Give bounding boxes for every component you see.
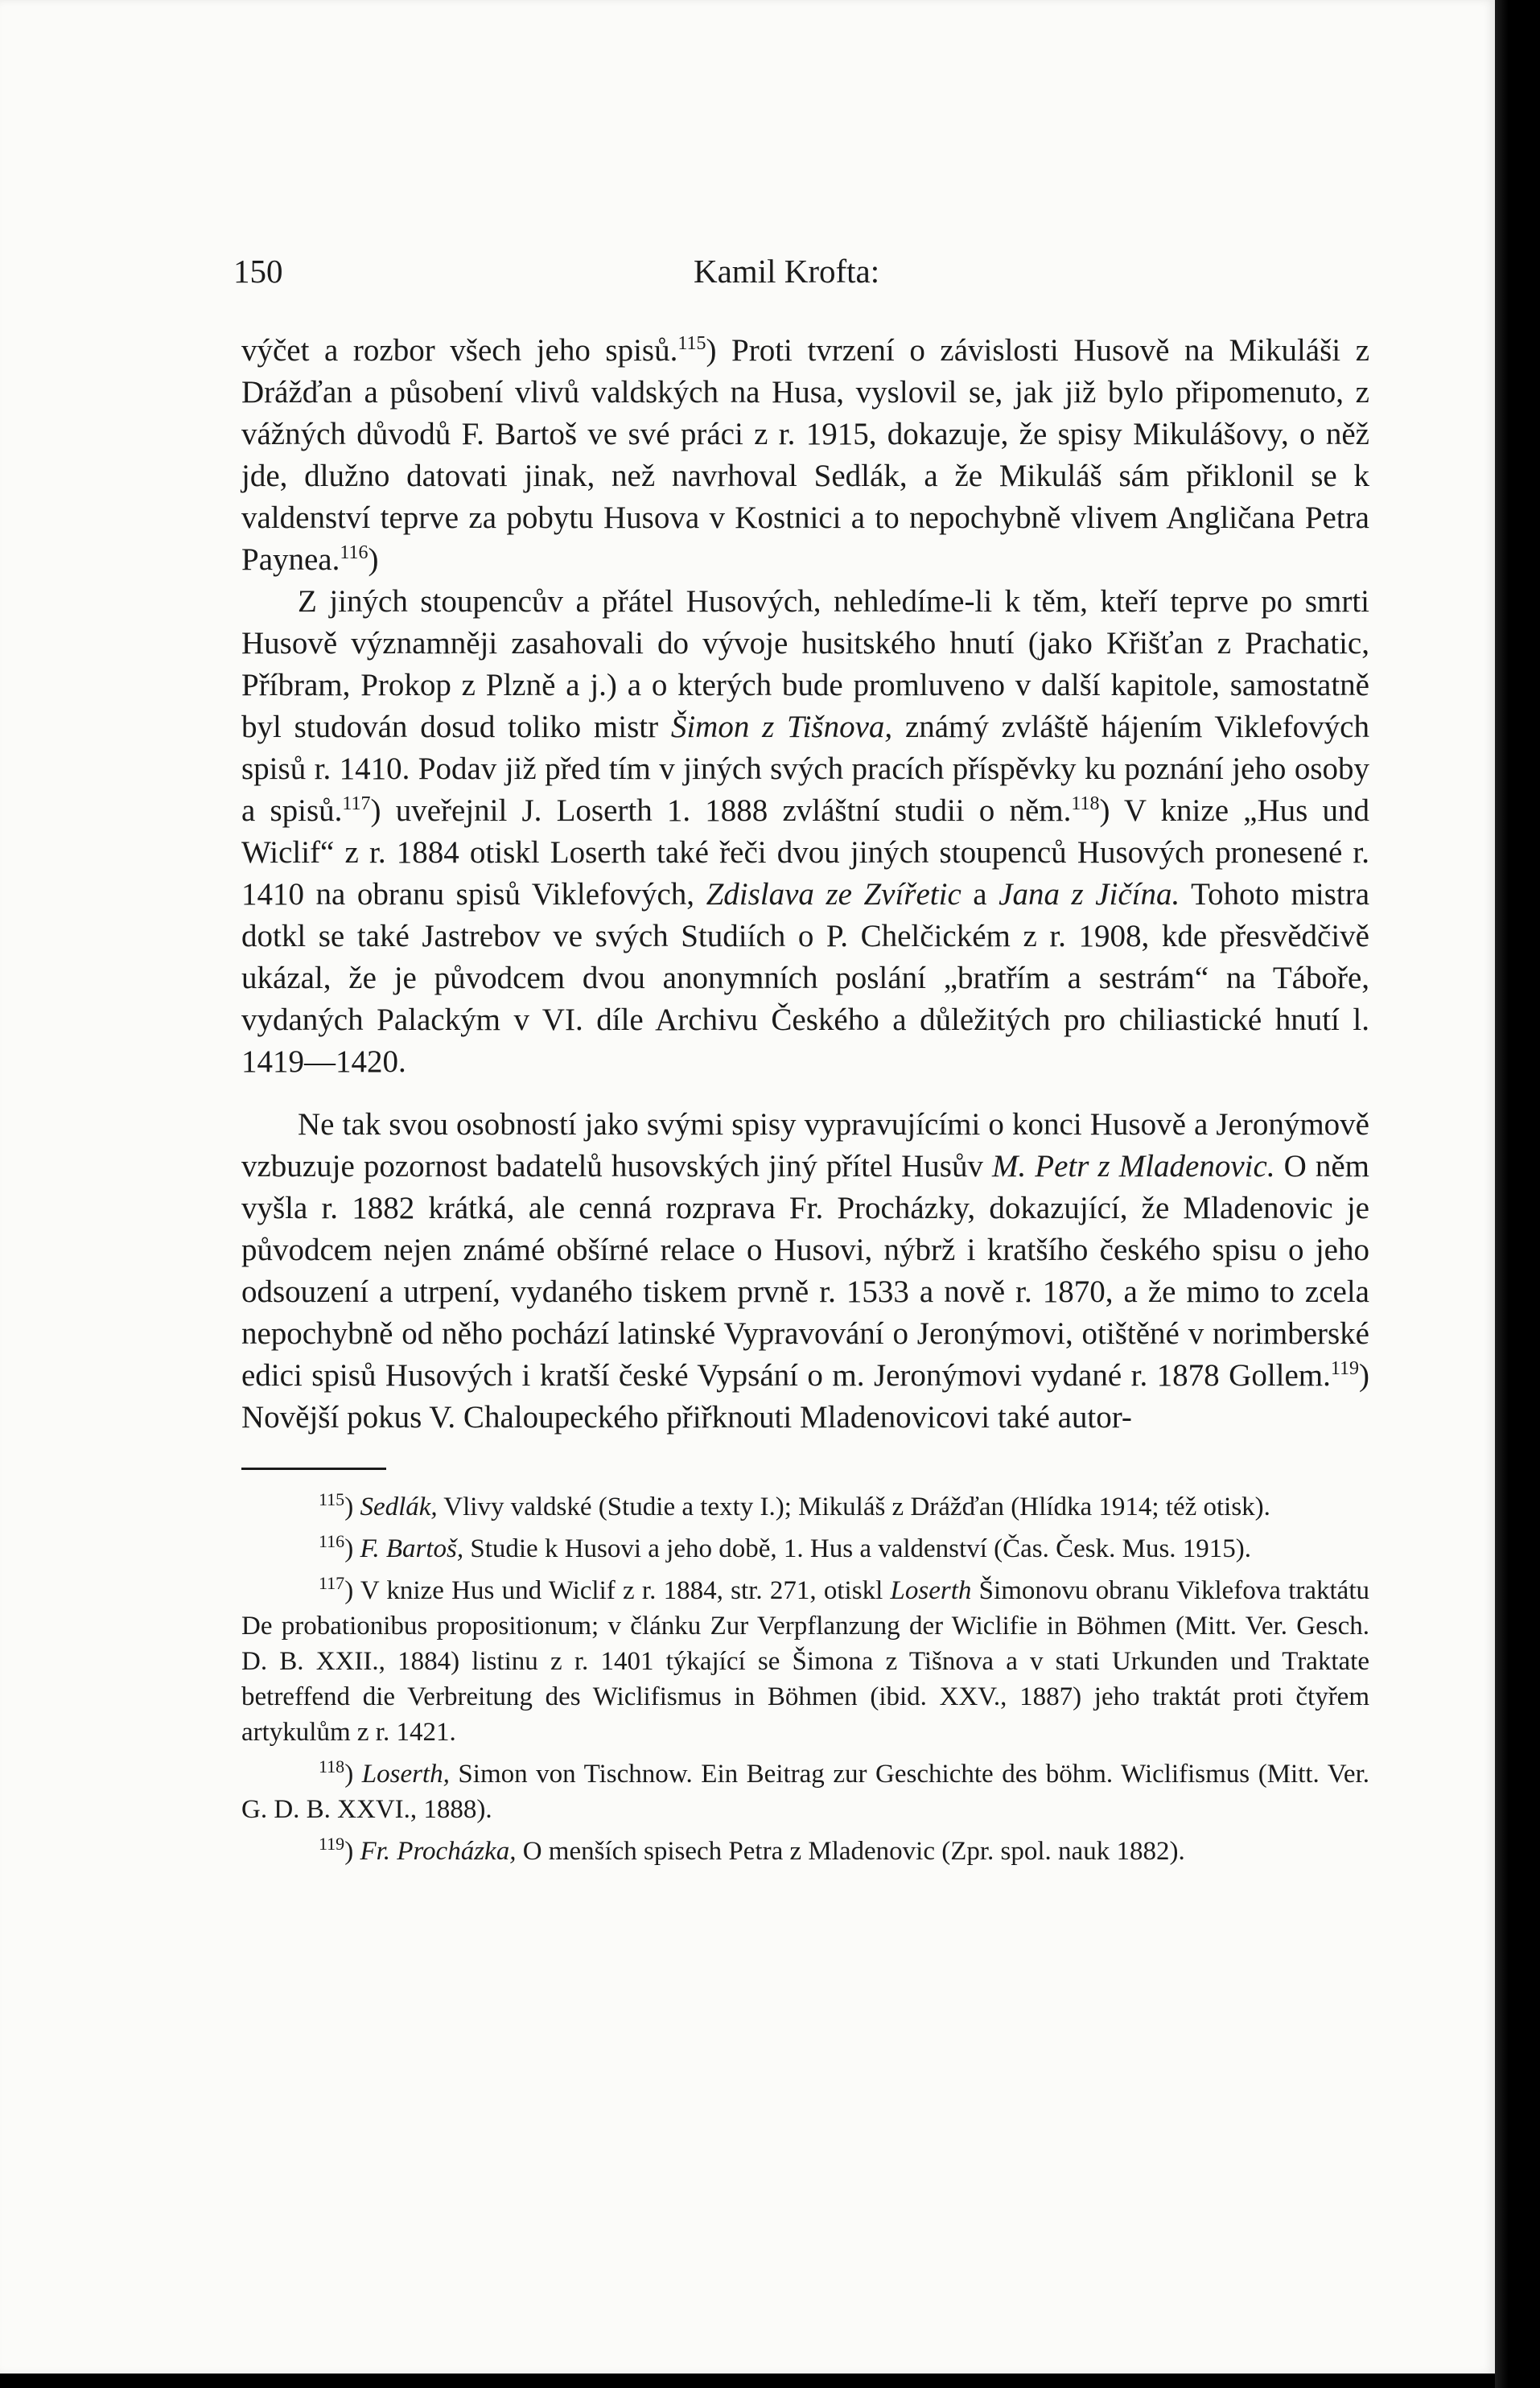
text-run: ) Novější pokus V. Chaloupeckého přiřknouti Mladenovicovi také autor- <box>241 1358 1369 1435</box>
footnote-115: $^{115}$) Sedlák, Vlivy valdské (Studie a texty I.); Mikuláš z Drážďan (Hlídka 1914; též otisk). <box>319 1489 1270 1521</box>
footnote-ref: 115 <box>677 333 706 354</box>
footnote-text: Simon von Tischnow. Ein Beitrag zur Geschichte des böhm. Wiclifismus (Mitt. Ver. G. D. B. XXVI., 1888). <box>241 1760 1369 1824</box>
text-run: Z jiných stoupencův a přátel Husových, nehledíme-li k těm, kteří teprve po smrti Husově významněji zasahovali do vývoje husitského hnutí (jako Křišťan z Prachatic, Příbram, Prokop z Plzně a j.) a o kterých bude promluveno v další kapitole, samostatně byl studován dosud toliko mistr <box>241 584 1369 744</box>
footnote-text: Vlivy valdské (Studie a texty I.); Mikuláš z Drážďan (Hlídka 1914; též otisk). <box>437 1492 1270 1521</box>
text-run: ) V knize „Hus und Wiclif“ z r. 1884 otiskl Loserth také řeči dvou jiných stoupenců Husových pronesené r. 1410 na obranu spisů Viklefových, <box>241 793 1369 912</box>
footnote-117: $^{117}$) V knize Hus und Wiclif z r. 1884, str. 271, otiskl Loserth Šimonovu obranu Viklefova traktátu De probationibus propositionum; v článku Zur Verpflanzung der Wiclifie in Böhmen (Mitt. Ver. Gesch. D. B. XXII., 1884) listinu z r. 1401 týkající se Šimona z Tišnova a v stati Urkunden und Traktate betreffend die Verbreitung des Wiclifismus in Böhmen (ibid. XXV., 1887) jeho traktát proti čtyřem artykulům z r. 1421. <box>241 1573 1369 1747</box>
paragraph-2 <box>241 581 1369 1083</box>
main-text <box>241 330 1369 1875</box>
footnote-number: 118 <box>319 1756 345 1777</box>
footnote-author: F. Bartoš, <box>360 1534 464 1563</box>
running-head: Kamil Krofta: <box>694 253 880 290</box>
italic-name: Šimon z Tišnova, <box>670 710 893 744</box>
page-number: 150 <box>233 253 283 290</box>
footnote-ref: 119 <box>1330 1358 1359 1379</box>
footnote-text: O menších spisech Petra z Mladenovic (Zpr. spol. nauk 1882). <box>516 1837 1185 1866</box>
footnote-text: Studie k Husovi a jeho době, 1. Hus a valdenství (Čas. Česk. Mus. 1915). <box>463 1534 1252 1563</box>
footnote-text: Šimonovu obranu Viklefova traktátu De probationibus propositionum; v článku Zur Verpflanzung der Wiclifie in Böhmen (Mitt. Ver. Gesch. D. B. XXII., 1884) listinu z r. 1401 týkající se Šimona z Tišnova a v stati Urkunden und Traktate betreffend die Verbreitung des Wiclifismus in Böhmen (ibid. XXV., 1887) jeho traktát proti čtyřem artykulům z r. 1421. <box>241 1576 1369 1747</box>
footnote-number: 116 <box>319 1531 345 1551</box>
text-run: ) <box>368 542 379 577</box>
footnote-divider <box>241 1468 386 1470</box>
footnote-116: $^{116}$) F. Bartoš, Studie k Husovi a jeho době, 1. Hus a valdenství (Čas. Česk. Mus. 1915). <box>319 1531 1252 1563</box>
italic-name: Zdislava ze Zvířetic <box>706 877 961 912</box>
text-run: výčet a rozbor všech jeho spisů. <box>241 333 678 368</box>
footnote-number: 119 <box>319 1834 345 1854</box>
italic-name: Jana z Jičína. <box>999 877 1180 912</box>
italic-name: M. Petr z Mladenovic. <box>992 1149 1275 1184</box>
footnote-author: Loserth, <box>361 1760 450 1789</box>
footnote-119: $^{119}$) Fr. Procházka, O menších spisech Petra z Mladenovic (Zpr. spol. nauk 1882). <box>319 1834 1185 1866</box>
text-run: O něm vyšla r. 1882 krátká, ale cenná rozprava Fr. Procházky, dokazující, že Mladenovic je původcem nejen známé obšírné relace o Husovi, nýbrž i kratšího českého spisu o jeho odsouzení a utrpení, vydaného tiskem prvně r. 1533 a nově r. 1870, a že mimo to zcela nepochybně od něho pochází latinské Vypravování o Jeronýmovi, otištěné v norimberské edici spisů Husových i kratší české Vypsání o m. Jeronýmovi vydané r. 1878 Gollem. <box>241 1149 1369 1393</box>
paragraph-3 <box>241 1104 1369 1439</box>
footnote-number: 115 <box>319 1489 345 1509</box>
footnote-ref: 116 <box>340 542 369 563</box>
footnote-ref: 117 <box>342 793 371 814</box>
text-run: ) Proti tvrzení o závislosti Husově na Mikuláši z Drážďan a působení vlivů valdských na Husa, vyslovil se, jak již bylo připomenuto, z vážných důvodů F. Bartoš ve své práci z r. 1915, dokazuje, že spisy Mikulášovy, o něž jde, dlužno datovati jinak, než navrhoval Sedlák, a že Mikuláš sám přiklonil se k valdenství teprve za pobytu Husova v Kostnici a to nepochybně vlivem Angličana Petra Paynea. <box>241 333 1370 577</box>
page-edge-shadow <box>1495 0 1540 2388</box>
text-run: známý zvláště hájením Viklefových spisů r. 1410. Podav již před tím v jiných svých pracích příspěvky ku poznání jeho osoby a spisů. <box>241 710 1369 828</box>
footnote-author: Loserth <box>890 1576 972 1605</box>
text-run: ) uveřejnil J. Loserth 1. 1888 zvláštní studii o něm. <box>370 793 1072 828</box>
footnote-ref: 118 <box>1071 793 1100 814</box>
footnote-number: 117 <box>319 1573 345 1593</box>
footnote-text: V knize Hus und Wiclif z r. 1884, str. 271, otiskl <box>353 1576 891 1605</box>
text-run: Ne tak svou osobností jako svými spisy vypravujícími o konci Husově a Jeronýmově vzbuzuje pozornost badatelů husovských jiný přítel Husův <box>241 1107 1369 1184</box>
footnote-author: Sedlák, <box>360 1492 438 1521</box>
text-run: Tohoto mistra dotkl se také Jastrebov ve svých Studiích o P. Chelčickém z r. 1908, kde přesvědčivě ukázal, že je původcem dvou anonymních poslání „bratřím a sestrám“ na Táboře, vydaných Palackým v VI. díle Archivu Českého a důležitých pro chiliastické hnutí l. 1419—1420. <box>241 877 1370 1079</box>
paragraph-1 <box>241 330 1369 581</box>
footnote-author: Fr. Procházka, <box>360 1837 517 1866</box>
text-run: a <box>961 877 999 912</box>
footnote-118: $^{118}$) Loserth, Simon von Tischnow. Ein Beitrag zur Geschichte des böhm. Wiclifismus (Mitt. Ver. G. D. B. XXVI., 1888). <box>241 1756 1369 1824</box>
